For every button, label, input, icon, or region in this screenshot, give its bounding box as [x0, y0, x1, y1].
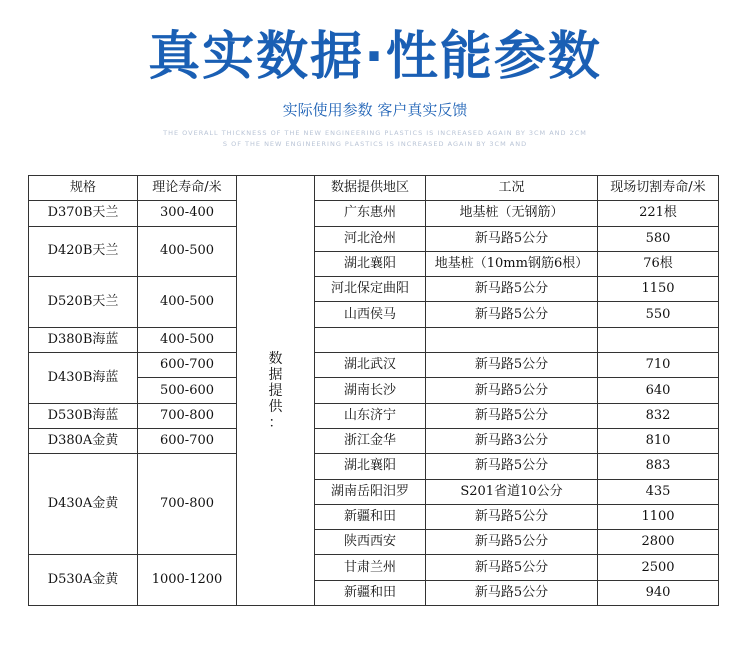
condition-cell: 地基桩（10mm钢筋6根）: [426, 251, 598, 276]
condition-cell: 新马路5公分: [426, 403, 598, 428]
region-cell: [315, 327, 426, 352]
region-cell: 陕西西安: [315, 530, 426, 555]
condition-cell: 新马路5公分: [426, 504, 598, 529]
life-cell: 221根: [598, 201, 719, 226]
page-title: 真实数据·性能参数: [148, 27, 602, 87]
condition-cell: 新马路5公分: [426, 302, 598, 327]
condition-cell: [426, 327, 598, 352]
region-cell: 河北保定曲阳: [315, 277, 426, 302]
region-cell: 新疆和田: [315, 580, 426, 605]
table-row: [29, 277, 719, 302]
condition-cell: 新马路5公分: [426, 555, 598, 580]
data-source-label: 数 据 提 供 ：: [237, 176, 315, 606]
condition-cell: 新马路5公分: [426, 530, 598, 555]
life-cell: 810: [598, 428, 719, 453]
theory-cell: 1000-1200: [138, 555, 237, 606]
region-cell: 湖北襄阳: [315, 251, 426, 276]
table-row: [29, 226, 719, 251]
table-row: [29, 454, 719, 479]
model-cell: D430A金黄: [29, 454, 138, 555]
life-cell: 76根: [598, 251, 719, 276]
life-cell: 2500: [598, 555, 719, 580]
performance-table: [28, 175, 719, 606]
theory-cell: 400-500: [138, 327, 237, 352]
table-header-row: [29, 176, 719, 201]
region-cell: 山东济宁: [315, 403, 426, 428]
region-cell: 浙江金华: [315, 428, 426, 453]
condition-cell: 新马路5公分: [426, 378, 598, 403]
model-cell: D420B天兰: [29, 226, 138, 277]
region-cell: 河北沧州: [315, 226, 426, 251]
table-row: [29, 201, 719, 226]
table-row: [29, 555, 719, 580]
life-cell: 832: [598, 403, 719, 428]
life-cell: 550: [598, 302, 719, 327]
life-cell: 1150: [598, 277, 719, 302]
condition-cell: 新马路5公分: [426, 226, 598, 251]
condition-cell: 新马路5公分: [426, 454, 598, 479]
region-cell: 甘肃兰州: [315, 555, 426, 580]
table-row: [29, 353, 719, 378]
model-cell: D430B海蓝: [29, 353, 138, 404]
table-row: [29, 327, 719, 352]
table-row: [29, 428, 719, 453]
english-watermark-line-2: S OF THE NEW ENGINEERING PLASTICS IS INCREASED AGAIN BY 3CM AND: [222, 140, 528, 148]
life-cell: 710: [598, 353, 719, 378]
condition-cell: S201省道10公分: [426, 479, 598, 504]
life-cell: 2800: [598, 530, 719, 555]
page-subtitle: 实际使用参数 客户真实反馈: [282, 101, 468, 119]
theory-cell: 700-800: [138, 454, 237, 555]
model-cell: D370B天兰: [29, 201, 138, 226]
region-cell: 湖北襄阳: [315, 454, 426, 479]
life-cell: 940: [598, 580, 719, 605]
theory-cell: 300-400: [138, 201, 237, 226]
condition-cell: 新马路3公分: [426, 428, 598, 453]
theory-cell: 400-500: [138, 277, 237, 328]
condition-cell: 新马路5公分: [426, 277, 598, 302]
model-cell: D530A金黄: [29, 555, 138, 606]
condition-cell: 地基桩（无钢筋）: [426, 201, 598, 226]
theory-cell: 600-700: [138, 353, 237, 378]
life-cell: 435: [598, 479, 719, 504]
condition-cell: 新马路5公分: [426, 353, 598, 378]
header-theory-life: 理论寿命/米: [138, 176, 237, 201]
life-cell: [598, 327, 719, 352]
table-row: [29, 403, 719, 428]
model-cell: D380A金黄: [29, 428, 138, 453]
region-cell: 湖南岳阳汨罗: [315, 479, 426, 504]
header-model: 规格: [29, 176, 138, 201]
header-region: 数据提供地区: [315, 176, 426, 201]
region-cell: 广东惠州: [315, 201, 426, 226]
life-cell: 580: [598, 226, 719, 251]
theory-cell: 600-700: [138, 428, 237, 453]
region-cell: 山西侯马: [315, 302, 426, 327]
header-condition: 工况: [426, 176, 598, 201]
header-site-life: 现场切割寿命/米: [598, 176, 719, 201]
theory-cell: 500-600: [138, 378, 237, 403]
model-cell: D530B海蓝: [29, 403, 138, 428]
region-cell: 湖南长沙: [315, 378, 426, 403]
english-watermark-line-1: THE OVERALL THICKNESS OF THE NEW ENGINEERING PLASTICS IS INCREASED AGAIN BY 3CM AND 2CM: [163, 129, 587, 137]
life-cell: 640: [598, 378, 719, 403]
region-cell: 新疆和田: [315, 504, 426, 529]
model-cell: D520B天兰: [29, 277, 138, 328]
theory-cell: 400-500: [138, 226, 237, 277]
condition-cell: 新马路5公分: [426, 580, 598, 605]
theory-cell: 700-800: [138, 403, 237, 428]
life-cell: 1100: [598, 504, 719, 529]
region-cell: 湖北武汉: [315, 353, 426, 378]
life-cell: 883: [598, 454, 719, 479]
model-cell: D380B海蓝: [29, 327, 138, 352]
